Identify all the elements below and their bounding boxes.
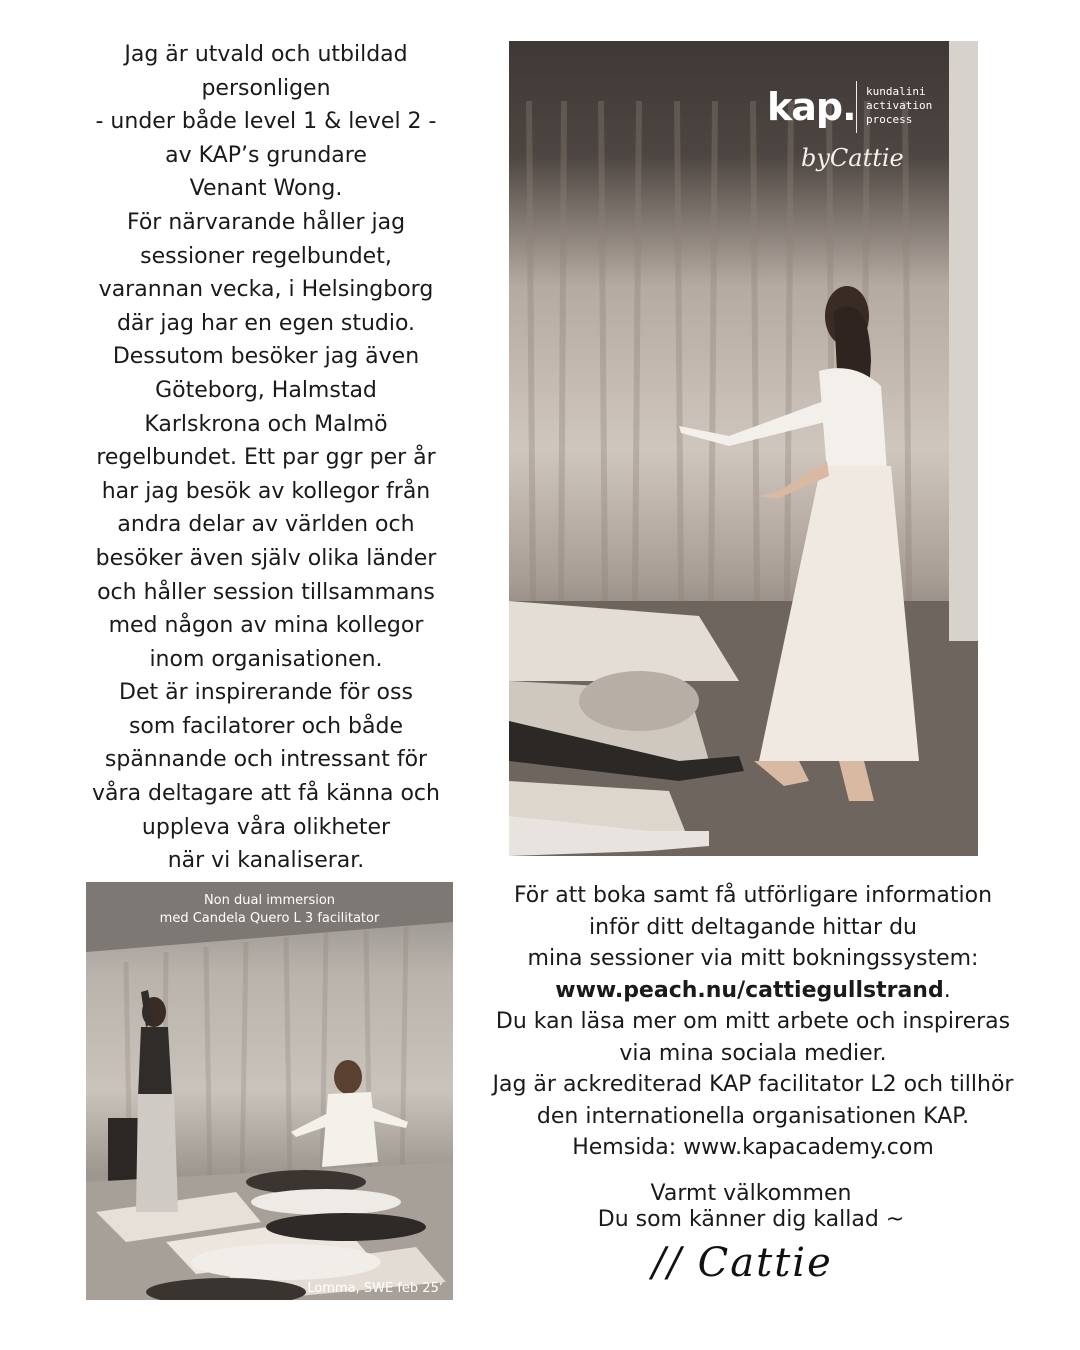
text-line: Det är inspirerande för oss [119,680,413,706]
immersion-session-photo [86,882,453,1300]
caption-line: med Candela Quero L 3 facilitator [159,911,380,926]
text-line: uppleva våra olikheter [141,814,391,840]
studio-session-photo [509,41,978,856]
studio-scene-illustration [509,41,978,856]
text-line: Dessutom besöker jag även [112,344,420,370]
text-line: inför ditt deltagande hittar du [589,914,917,940]
logo-divider [856,81,857,133]
booking-link-suffix: . [943,977,951,1003]
website-line: Hemsida: www.kapacademy.com [572,1135,934,1160]
text-line: och håller session tillsammans [97,579,435,605]
text-line: Jag är utvald och utbildad [124,42,408,67]
welcome-text [560,1181,942,1233]
text-line: regelbundet. Ett par ggr per år [96,445,436,471]
kap-subtitle-line: kundalini [866,85,926,98]
caption-line: Non dual immersion [203,893,336,908]
text-line: besöker även själv olika länder [95,545,437,571]
kap-subtitle-line: process [866,113,913,126]
text-line: har jag besök av kollegor från [101,478,431,504]
text-line: - under både level 1 & level 2 - [95,109,437,135]
text-line: den internationella organisationen KAP. [536,1103,970,1129]
text-line: av KAP’s grundare [165,142,367,168]
text-line: För att boka samt få utförligare information [513,883,993,908]
text-line: personligen [201,75,331,101]
text-line: där jag har en egen studio. [116,310,416,336]
text-line: via mina sociala medier. [619,1040,887,1066]
signature: // Cattie [652,1240,833,1286]
text-line: Jag är ackrediterad KAP facilitator L2 och tillhör [492,1072,1014,1097]
kap-wordmark: kap. [767,85,856,129]
kap-subtitle [866,85,932,127]
kap-subtitle-line: activation [866,99,933,112]
booking-info-text [490,880,1016,1164]
welcome-line: Du som känner dig kallad ~ [597,1207,905,1232]
text-line: För närvarande håller jag [126,209,406,235]
booking-link[interactable]: www.peach.nu/cattiegullstrand [555,977,944,1003]
text-line: spännande och intressant för [104,747,428,773]
by-cattie-script: byCattie [801,144,904,172]
text-line: Venant Wong. [189,176,343,202]
welcome-line: Varmt välkommen [650,1181,852,1206]
immersion-scene-illustration [86,882,453,1300]
text-line: Göteborg, Halmstad [155,377,377,403]
text-line: andra delar av världen och [117,512,415,538]
text-line: Karlskrona och Malmö [144,411,388,437]
text-line: när vi kanaliserar. [167,848,365,874]
text-line: mina sessioner via mitt bokningssystem: [527,946,979,971]
booking-link-line [490,975,1016,1007]
photo-caption-top [86,892,453,928]
text-line: med någon av mina kollegor [108,613,424,639]
text-line: sessioner regelbundet, [140,243,392,269]
text-line: Du kan läsa mer om mitt arbete och inspireras [495,1009,1011,1034]
photo-caption-location: Lomma, SWE feb 25’ [307,1281,443,1296]
text-line: som facilatorer och både [128,713,404,739]
text-line: varannan vecka, i Helsingborg [98,277,434,303]
intro-text [80,38,452,878]
text-line: våra deltagare att få känna och [92,781,440,807]
text-line: inom organisationen. [149,646,383,672]
